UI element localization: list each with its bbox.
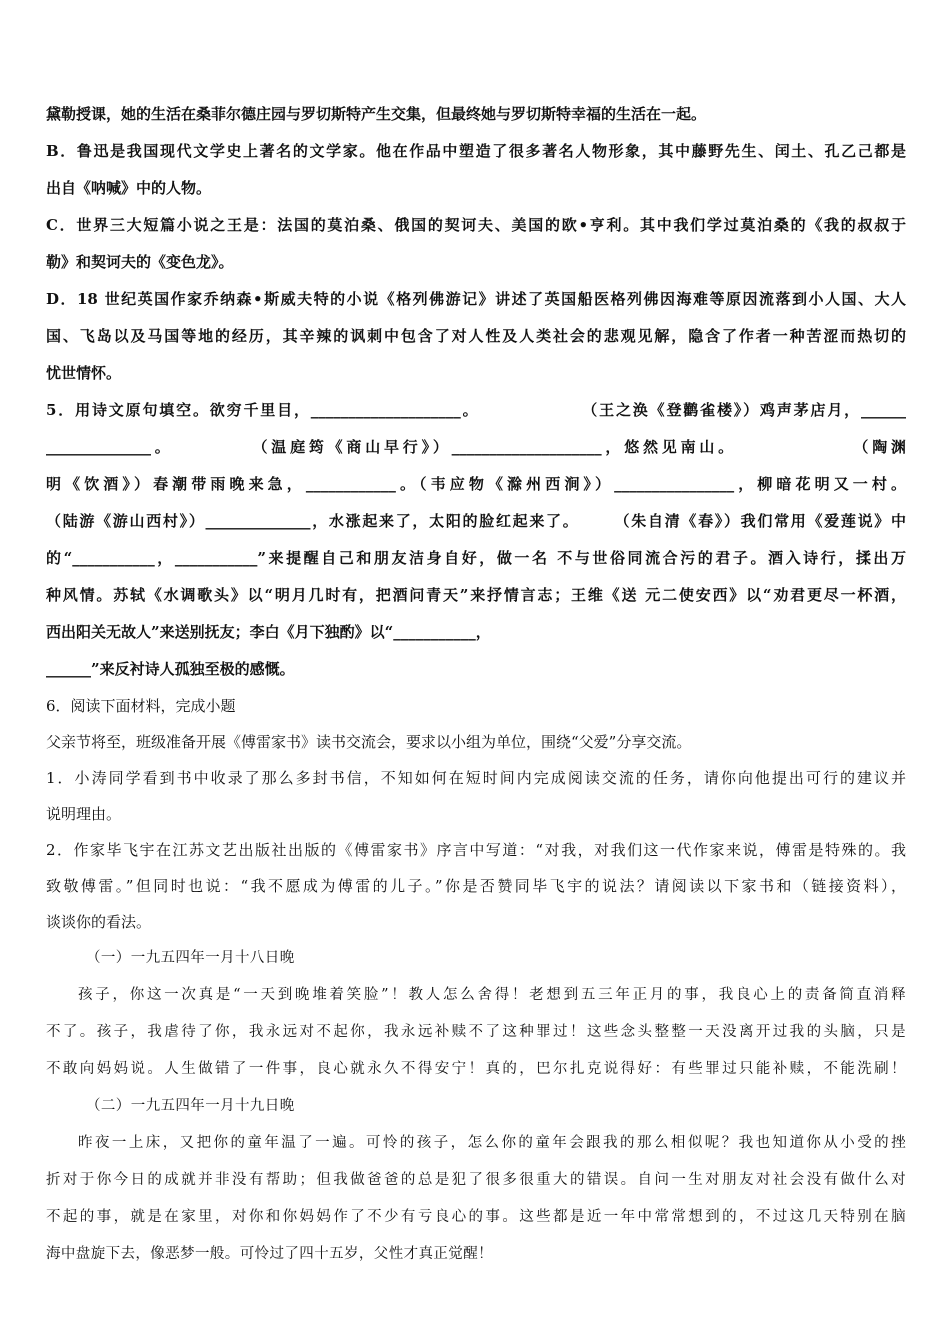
q5-line: ______________。 （温庭筠《商山早行》）____________________，悠然见南山。 （陶渊 [46,438,906,456]
option-b-line: B．鲁迅是我国现代文学史上著名的文学家。他在作品中塑造了很多著名人物形象，其中藤野先生、闰土、孔乙己都是 [46,142,906,160]
letter-line: 昨夜一上床，又把你的童年温了一遍。可怜的孩子，怎么你的童年会跟我的那么相似呢？我也知道你从小受的挫 [78,1135,906,1151]
letter-heading: （二）一九五四年一月十九日晚 [86,1098,295,1114]
q5-line: ______”来反衬诗人孤独至极的感慨。 [46,660,295,678]
q5-line: 5．用诗文原句填空。欲穷千里目，____________________。 （王之涣《登鹳雀楼》）鸡声茅店月，______ [46,401,906,419]
q5-line: （陆游《游山西村》）______________，水涨起来了，太阳的脸红起来了。 （朱自清《春》）我们常用《爱莲说》中 [46,512,906,530]
q5-line: 明《饮酒》）春潮带雨晚来急，____________。（韦应物《滁州西涧》）________________，柳暗花明又一村。 [46,475,906,493]
options-section [46,96,906,392]
option-c-line: 勒》和契诃夫的《变色龙》。 [46,253,234,271]
q5-line: 西出阳关无故人”来送别抚友；李白《月下独酌》以“___________， [46,623,491,641]
q5-line: 种风情。苏轼《水调歌头》以“明月几时有，把酒问青天”来抒情言志；王维《送 元二使安西》以“劝君更尽一杯酒， [46,586,906,604]
letter-line: 不敢向妈妈说。人生做错了一件事，良心就永久不得安宁！真的，巴尔扎克说得好：有些罪过只能补赎，不能洗刷！ [46,1061,906,1077]
q6-intro: 父亲节将至，班级准备开展《傅雷家书》读书交流会，要求以小组为单位，围绕“父爱”分享交流。 [46,733,692,751]
q6-sub1-line: 1．小涛同学看到书中收录了那么多封书信，不知如何在短时间内完成阅读交流的任务，请你向他提出可行的建议并 [46,769,906,787]
option-d-line: 忧世情怀。 [46,364,122,382]
q6-sub2-line: 致敬傅雷。”但同时也说：“我不愿成为傅雷的儿子。”你是否赞同毕飞宇的说法？请阅读以下家书和（链接资料）， [46,877,906,895]
option-c-line: C．世界三大短篇小说之王是：法国的莫泊桑、俄国的契诃夫、美国的欧•亨利。其中我们学过莫泊桑的《我的叔叔于 [46,216,906,234]
letter-2 [46,1088,906,1273]
q6-sub1-line: 说明理由。 [46,805,122,823]
letter-line: 折对于你今日的成就并非没有帮助；但我做爸爸的总是犯了很多很重大的错误。自问一生对朋友对社会没有做什么对 [46,1172,906,1188]
letter-1 [46,940,906,1088]
q6-sub2-line: 2．作家毕飞宇在江苏文艺出版社出版的《傅雷家书》序言中写道：“对我，对我们这一代作家来说，傅雷是特殊的。我 [46,841,906,859]
q6-sub2-line: 谈谈你的看法。 [46,913,152,931]
q5-line: 的“___________，___________”来提醒自己和朋友洁身自好，做一名 不与世俗同流合污的君子。酒入诗行，揉出万 [46,549,906,567]
option-d-line: D．18 世纪英国作家乔纳森•斯威夫特的小说《格列佛游记》讲述了英国船医格列佛因海难等原因流落到小人国、大人 [46,290,906,308]
letter-line: 不起的事，就是在家里，对你和你妈妈作了不少有亏良心的事。这些都是近一年中常常想到的，不过这几天特别在脑 [46,1209,906,1225]
letter-line: 不了。孩子，我虐待了你，我永远对不起你，我永远补赎不了这种罪过！这些念头整整一天没离开过我的头脑，只是 [46,1024,906,1040]
letter-line: 海中盘旋下去，像恶梦一般。可怜过了四十五岁，父性才真正觉醒！ [46,1246,493,1262]
question-5 [46,392,906,688]
option-a-tail: 黛勒授课，她的生活在桑菲尔德庄园与罗切斯特产生交集，但最终她与罗切斯特幸福的生活在一起。 [46,105,707,123]
letter-line: 孩子，你这一次真是“一天到晚堆着笑脸”！教人怎么舍得！老想到五三年正月的事，我良心上的责备简直消释 [78,987,906,1003]
option-b-line: 出自《呐喊》中的人物。 [46,179,212,197]
q6-title: 6．阅读下面材料，完成小题 [46,697,236,715]
option-d-line: 国、飞岛以及马国等地的经历，其辛辣的讽刺中包含了对人性及人类社会的悲观见解，隐含了作者一种苦涩而热切的 [46,327,906,345]
document-page [46,96,906,1273]
letter-heading: （一）一九五四年一月十八日晚 [86,950,295,966]
question-6 [46,688,906,940]
